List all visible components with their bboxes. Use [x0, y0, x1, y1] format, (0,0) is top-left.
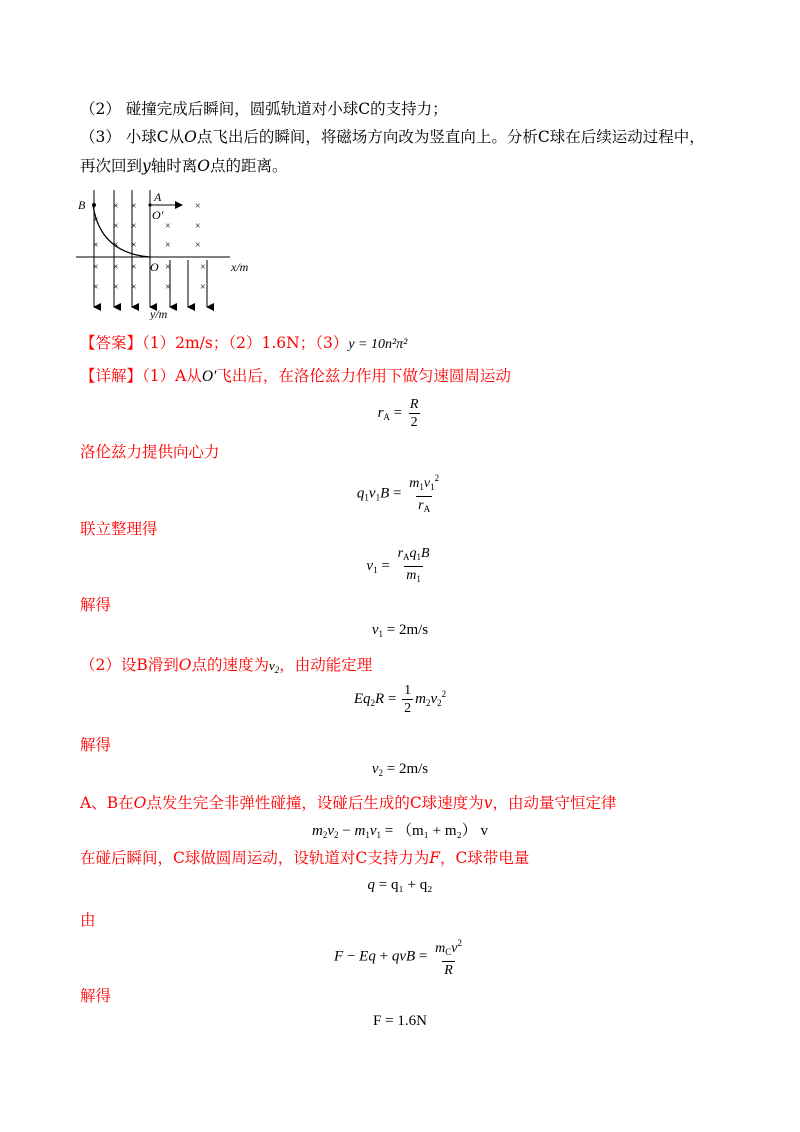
detail-combine: 联立整理得	[80, 520, 158, 538]
detail-solve-3: 解得	[80, 987, 112, 1005]
ball-b	[92, 203, 96, 207]
eq-v2-val: = 2m/s	[386, 761, 429, 777]
label-y-axis: y/m	[150, 307, 168, 320]
eq-r: r	[377, 404, 384, 421]
eq-v1-val: = 2m/s	[386, 622, 429, 638]
detail-l4-a: 在碰后瞬间，C球做圆周运动，设轨道对C支持力为	[80, 849, 430, 867]
cross-mark: ×	[93, 282, 99, 293]
q3-point-o-2: O	[197, 157, 211, 175]
detail-l3-b: 点发生完全非弹性碰撞，设碰后生成的C球速度为	[146, 794, 484, 812]
cross-mark: ×	[113, 262, 119, 273]
cross-mark: ×	[165, 262, 171, 273]
cross-mark: ×	[93, 262, 99, 273]
q3-text-e: 点的距离。	[210, 157, 288, 175]
cross-mark: ×	[200, 282, 206, 293]
arc-track	[93, 205, 150, 257]
answer-parts: （1）2m/s；（2）1.6N；（3）	[142, 334, 349, 352]
cross-mark: ×	[195, 240, 201, 251]
answer-line	[80, 333, 407, 355]
cross-mark: ×	[200, 262, 206, 273]
label-x-axis: x/m	[231, 260, 249, 274]
detail-l1-a: （1）A从	[142, 367, 202, 385]
eq-mom-rhs: = （m₁ + m₂） v	[384, 823, 488, 839]
detail-line-3	[80, 793, 616, 813]
eq-v1-value: $v_1 = 2m/s$	[371, 622, 429, 639]
cross-mark: ×	[131, 240, 137, 251]
question-3-line-2	[80, 156, 288, 176]
cross-mark: ×	[113, 240, 119, 251]
label-a: A	[154, 190, 162, 204]
detail-l4-F: F	[429, 849, 440, 867]
question-2: （2） 碰撞完成后瞬间，圆弧轨道对小球C的支持力；	[80, 100, 448, 118]
magnetic-field-marks	[93, 201, 206, 293]
field-diagram	[70, 185, 270, 320]
detail-l2-o: O	[178, 656, 192, 674]
answer-tag: 【答案】	[80, 334, 143, 352]
detail-l2-b: 点的速度为	[191, 656, 269, 674]
q3-text-b: 点飞出后的瞬间，将磁场方向改为竖直向上。分析C球在后续运动过程中，	[196, 128, 705, 146]
eq-half-num: 1	[404, 683, 412, 698]
detail-line-2: （2）设B滑到O点的速度为$v_2$，由动能定理	[80, 656, 373, 675]
detail-l4-b: ，C球带电量	[440, 849, 530, 867]
eq-q: = q₁ + q₂	[378, 877, 433, 893]
cross-mark: ×	[93, 215, 99, 226]
eq-energy: $Eq_2R$ = $\frac{1}{2}$ $m_2v_2^2$	[353, 683, 447, 716]
q3-text-d: 轴时离	[150, 157, 198, 175]
detail-solve-2: 解得	[80, 736, 112, 754]
detail-lorentz: 洛伦兹力提供向心力	[80, 443, 220, 461]
detail-l3-v: v	[483, 794, 493, 812]
eq-v1-formula: $v_1$ = $\frac{r_Aq_1B}{m_1}$	[0, 545, 800, 588]
eq-radius: $r_A$ = $\frac{R}{2}$	[377, 397, 419, 430]
eq-r-sub: A	[383, 411, 390, 422]
eq-momentum: $m_2v_2 - m_1v_1 = (m_1 + m_2)$ v	[312, 823, 488, 840]
eq-charge: q = q₁ + q₂	[367, 877, 433, 893]
label-o-prime: O′	[152, 208, 164, 222]
detail-l1-b: 飞出后，在洛伦兹力作用下做匀速圆周运动	[216, 367, 511, 385]
question-3-line-1	[80, 127, 705, 147]
cross-mark: ×	[195, 201, 201, 212]
detail-l3-a: A、B在	[80, 794, 134, 812]
detail-solve-1: 解得	[80, 596, 112, 614]
cross-mark: ×	[165, 240, 171, 251]
detail-line-4	[80, 848, 529, 868]
eq-two: 2	[410, 415, 418, 430]
cross-mark: ×	[113, 201, 119, 212]
cross-mark: ×	[113, 282, 119, 293]
q3-text-a: （3） 小球C从	[80, 128, 185, 146]
detail-by: 由	[80, 911, 96, 929]
eq-force: F − Eq + qvB = $\frac{m_Cv^2}{R}$	[334, 938, 462, 978]
eq-R: R	[409, 397, 419, 412]
q3-axis-y: y	[142, 157, 151, 175]
cross-mark: ×	[195, 221, 201, 232]
cross-mark: ×	[131, 221, 137, 232]
eq-F-val: F = 1.6N	[373, 1013, 427, 1029]
cross-mark: ×	[93, 240, 99, 251]
detail-l3-c: ，由动量守恒定律	[492, 794, 617, 812]
detail-l1-sym: O′	[201, 368, 217, 385]
cross-mark: ×	[131, 282, 137, 293]
detail-l2-c: ，由动能定理	[279, 656, 373, 674]
label-b: B	[78, 198, 86, 212]
detail-tag: 【详解】	[80, 367, 143, 385]
q3-text-c: 再次回到	[80, 157, 143, 175]
eq-half-den: 2	[404, 701, 412, 716]
eq-lorentz-centripetal: $q_1v_1B$ = $\frac{m_1v_1^2}{r_A}$	[0, 470, 800, 518]
eq-v2-value: $v_2 = 2m/s$	[371, 761, 429, 778]
detail-l2-a: （2）设B滑到	[80, 656, 179, 674]
ball-a	[148, 203, 151, 206]
cross-mark: ×	[131, 262, 137, 273]
cross-mark: ×	[131, 201, 137, 212]
cross-mark: ×	[165, 221, 171, 232]
answer-eq3: y = 10n²π²	[348, 337, 408, 352]
detail-l3-o: O	[133, 794, 147, 812]
detail-line-1	[80, 366, 511, 387]
q3-point-o: O	[184, 128, 197, 146]
eq-force-value	[0, 1013, 800, 1030]
cross-mark: ×	[113, 221, 119, 232]
cross-mark: ×	[165, 282, 171, 293]
label-o: O	[150, 260, 159, 274]
